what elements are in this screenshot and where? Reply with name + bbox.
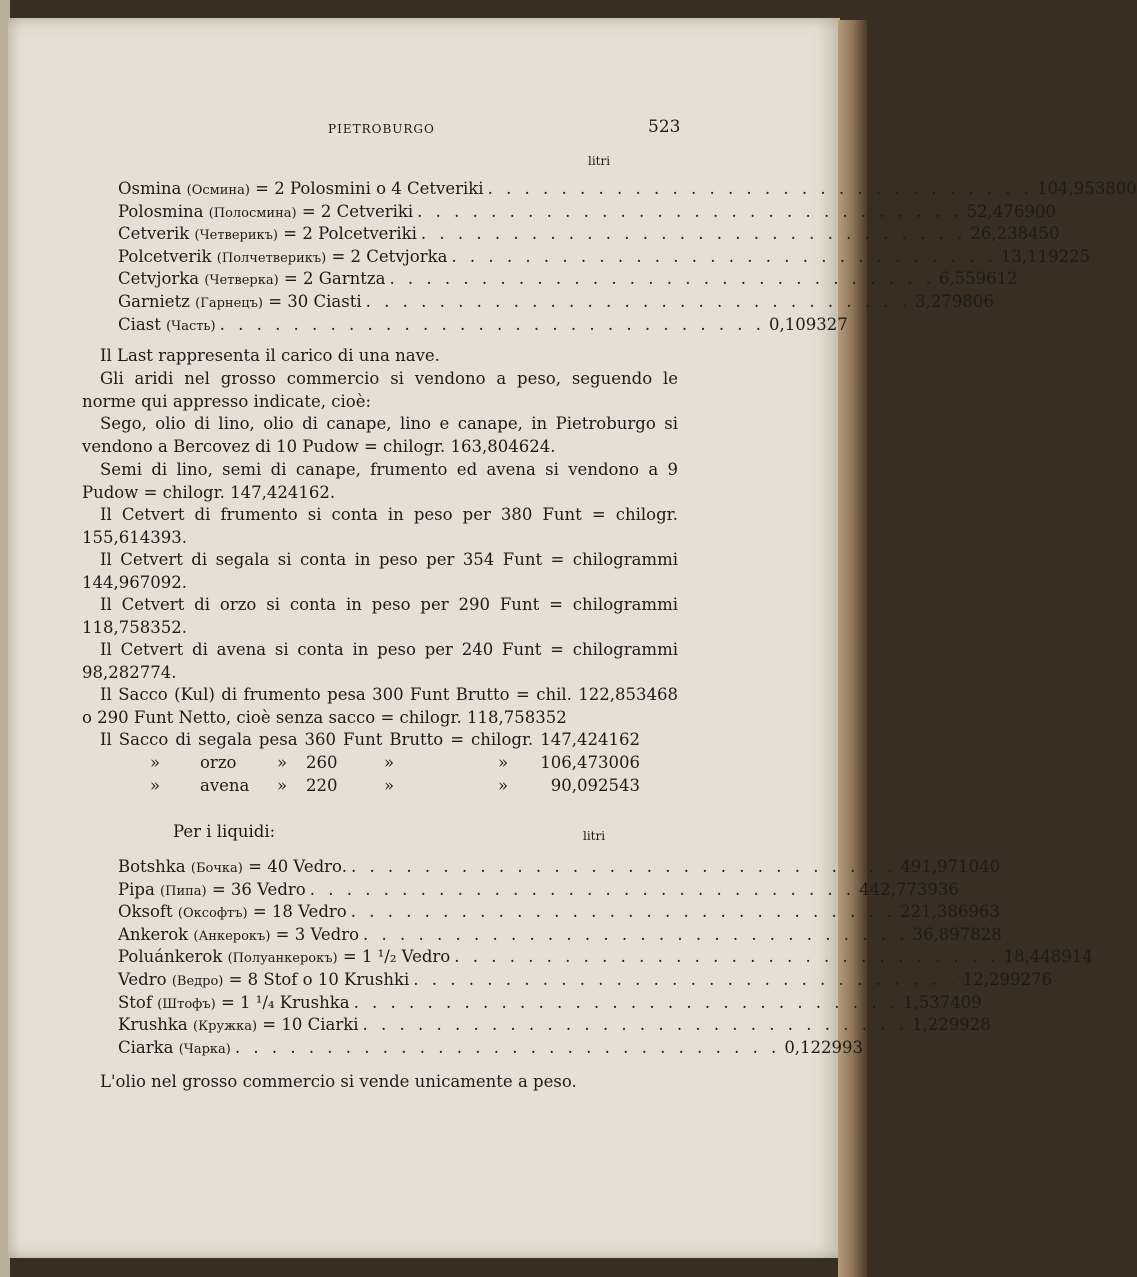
dot-leader: . . . . . . . . . . . . . . . . . . . . . . . . . . . . . . (389, 269, 935, 289)
measure-value: 0,109327 (769, 314, 848, 334)
dot-leader: . . . . . . . . . . . . . . . . . . . . . . . . . . . . . . (451, 246, 997, 266)
paragraph-frumento: Il Cetvert di frumento si conta in peso per 380 Funt = chilogr. 155,614393. (82, 505, 678, 547)
russian-name: (Четверикъ) (194, 228, 279, 244)
dot-leader: . . . . . . . . . . . . . . . . . . . . . . . . . . . . . . (350, 902, 897, 922)
russian-name: (Оксофтъ) (177, 906, 248, 922)
measure-definition: = 10 Ciarki (262, 1015, 359, 1035)
russian-name: (Полуанкерокъ) (227, 951, 338, 967)
sack-cell-grain: orzo (200, 753, 237, 772)
table-row (118, 924, 1002, 947)
measure-name: Krushka (118, 1015, 188, 1035)
measure-name: Pipa (118, 879, 155, 899)
russian-name: (Полосмина) (208, 205, 297, 221)
table-row (118, 179, 1137, 201)
measure-definition: = 2 Cetvjorka (331, 246, 448, 266)
dry-unit-label: litri (588, 154, 611, 168)
measure-definition: = 2 Polcetveriki (283, 224, 417, 244)
measure-value: 13,119225 (1000, 246, 1091, 266)
russian-name: (Ведро) (171, 974, 224, 989)
russian-name: (Анкерокъ) (193, 928, 271, 944)
table-row (118, 947, 1093, 969)
russian-name: (Часть) (166, 318, 216, 334)
dot-leader: . . . . . . . . . . . . . . . . . . . . . . . . . . . . . . (420, 224, 967, 244)
dot-leader: . . . . . . . . . . . . . . . . . . . . . . . . . . . . . . (365, 292, 912, 311)
paragraph-segala: Il Cetvert di segala si conta in peso per 354 Funt = chilogrammi 144,967092. (82, 550, 678, 592)
measure-definition: = 3 Vedro (275, 924, 360, 944)
sack-cell-q1: » (150, 753, 161, 772)
paragraph-sego: Sego, olio di lino, olio di canape, lino e canape, in Pietroburgo si vendono a Bercovez di 10 Pudow = chilogr. 163,804624. (82, 414, 678, 456)
sack-cell-q4: » (498, 753, 509, 772)
russian-name: (Бочка) (190, 861, 243, 876)
sack-value: 90,092543 (550, 776, 640, 795)
table-row (118, 314, 848, 337)
dot-leader: . . . . . . . . . . . . . . . . . . . . . . . . . . . . . . (350, 857, 897, 876)
dot-leader: . . . . . . . . . . . . . . . . . . . . . . . . . . . . . . (309, 879, 856, 899)
sack-cell-q3: » (384, 753, 395, 772)
dot-leader: . . . . . . . . . . . . . . . . . . . . . . . . . . . . . . (363, 924, 909, 944)
table-row (118, 201, 1056, 224)
measure-name: Cetvjorka (118, 269, 200, 289)
sack-cell-q1: » (150, 776, 161, 795)
sack-cell-q3: » (384, 776, 395, 795)
measure-definition: = 40 Vedro. (248, 857, 347, 876)
paragraph-last: Il Last rappresenta il carico di una nave. (100, 346, 440, 365)
sacco-segala-line: Il Sacco di segala pesa 360 Funt Brutto = chilogr. 147,424162 (100, 730, 640, 749)
paragraph-orzo: Il Cetvert di orzo si conta in peso per 290 Funt = chilogrammi 118,758352. (82, 595, 678, 637)
measure-definition: = 1 ¹/₄ Krushka (220, 992, 350, 1012)
closing-sentence: L'olio nel grosso commercio si vende unicamente a peso. (100, 1072, 577, 1091)
measure-definition: = 1 ¹/₂ Vedro (342, 947, 451, 967)
running-header: PIETROBURGO (328, 122, 435, 136)
measure-definition: = 36 Vedro (211, 879, 306, 899)
measure-value: 36,897828 (912, 924, 1002, 944)
measure-value: 1,229928 (911, 1015, 991, 1035)
measure-value: 221,386963 (900, 902, 1000, 922)
measure-name: Osmina (118, 179, 182, 198)
russian-name: (Пипа) (160, 883, 207, 899)
dot-leader: . . . . . . . . . . . . . . . . . . . . . . . . . . . . . . (234, 1037, 781, 1057)
table-row (118, 1015, 991, 1037)
measure-definition: = 30 Ciasti (268, 292, 362, 311)
table-row (118, 269, 1018, 291)
measure-name: Polcetverik (118, 246, 212, 266)
measure-value: 6,559612 (938, 269, 1018, 289)
measure-name: Ciarka (118, 1037, 174, 1057)
measure-name: Poluánkerok (118, 947, 223, 967)
measure-name: Garnietz (118, 292, 190, 311)
table-row (118, 970, 1052, 992)
measure-value: 0,122993 (784, 1037, 864, 1057)
measure-definition: = 8 Stof o 10 Krushki (228, 970, 410, 989)
table-row (118, 992, 982, 1015)
measure-value: 3,279806 (915, 292, 994, 311)
page-number: 523 (648, 117, 681, 137)
measure-value: 104,953800 (1037, 179, 1137, 198)
sack-cell-grain: avena (200, 776, 250, 795)
measure-name: Botshka (118, 857, 186, 876)
measure-name: Oksoft (118, 902, 173, 922)
measure-value: 491,971040 (900, 857, 1001, 876)
measure-value: 12,299276 (962, 970, 1052, 989)
sack-cell-q4: » (498, 776, 509, 795)
table-row (118, 1037, 864, 1060)
measure-name: Ciast (118, 314, 161, 334)
dot-leader: . . . . . . . . . . . . . . . . . . . . . . . . . . . . . . (353, 992, 900, 1012)
measure-value: 26,238450 (970, 224, 1060, 244)
paragraph-sacco-kul: Il Sacco (Kul) di frumento pesa 300 Funt Brutto = chil. 122,853468 o 290 Funt Netto, cioè senza sacco = chilogr. 118,758352 (82, 685, 678, 727)
russian-name: (Осмина) (186, 183, 250, 198)
measure-name: Cetverik (118, 224, 190, 244)
sack-cell-q2: » (277, 776, 288, 795)
table-row (118, 879, 959, 902)
russian-name: (Чарка) (178, 1041, 231, 1057)
paragraph-semi: Semi di lino, semi di canape, frumento ed avena si vendono a 9 Pudow = chilogr. 147,424162. (82, 460, 678, 502)
measure-value: 442,773936 (859, 879, 959, 899)
russian-name: (Кружка) (193, 1019, 258, 1035)
table-row (118, 246, 1091, 269)
liquids-unit-label: litri (583, 829, 606, 843)
measure-name: Polosmina (118, 201, 204, 221)
paragraph-aridi: Gli aridi nel grosso commercio si vendono a peso, seguendo le norme qui appresso indicate, cioè: (82, 369, 678, 411)
measure-value: 18,448914 (1003, 947, 1093, 967)
russian-name: (Полчетверикъ) (216, 250, 327, 266)
russian-name: (Штофъ) (157, 996, 216, 1012)
table-row (118, 292, 994, 314)
dot-leader: . . . . . . . . . . . . . . . . . . . . . . . . . . . . . . (487, 179, 1034, 198)
sack-cell-funt: 220 (306, 776, 338, 795)
dot-leader: . . . . . . . . . . . . . . . . . . . . . . . . . . . . . . (219, 314, 766, 334)
russian-name: (Гарнецъ) (195, 296, 263, 311)
dot-leader: . . . . . . . . . . . . . . . . . . . . . . . . . . . . . . (454, 947, 1000, 967)
measure-name: Vedro (118, 970, 167, 989)
measure-definition: = 18 Vedro (252, 902, 347, 922)
dot-leader: . . . . . . . . . . . . . . . . . . . . . . . . . . . . . . (417, 201, 963, 221)
sack-cell-q2: » (277, 753, 288, 772)
sack-cell-funt: 260 (306, 753, 338, 772)
measure-definition: = 2 Garntza (283, 269, 386, 289)
table-row (118, 857, 1001, 879)
dot-leader: . . . . . . . . . . . . . . . . . . . . . . . . . . . . . . (362, 1015, 908, 1035)
russian-name: (Четверка) (204, 273, 279, 289)
measure-name: Stof (118, 992, 152, 1012)
measure-value: 52,476900 (966, 201, 1056, 221)
measure-definition: = 2 Polosmini o 4 Cetveriki (255, 179, 484, 198)
dot-leader: . . . . . . . . . . . . . . . . . . . . . . . . . . . . . . (413, 970, 959, 989)
sack-value: 106,473006 (540, 753, 640, 772)
measure-name: Ankerok (118, 924, 189, 944)
measure-definition: = 2 Cetveriki (301, 201, 414, 221)
table-row (118, 902, 1000, 924)
paragraph-avena: Il Cetvert di avena si conta in peso per 240 Funt = chilogrammi 98,282774. (82, 640, 678, 682)
liquids-heading: Per i liquidi: (173, 822, 276, 841)
table-row (118, 224, 1060, 246)
measure-value: 1,537409 (903, 992, 982, 1012)
